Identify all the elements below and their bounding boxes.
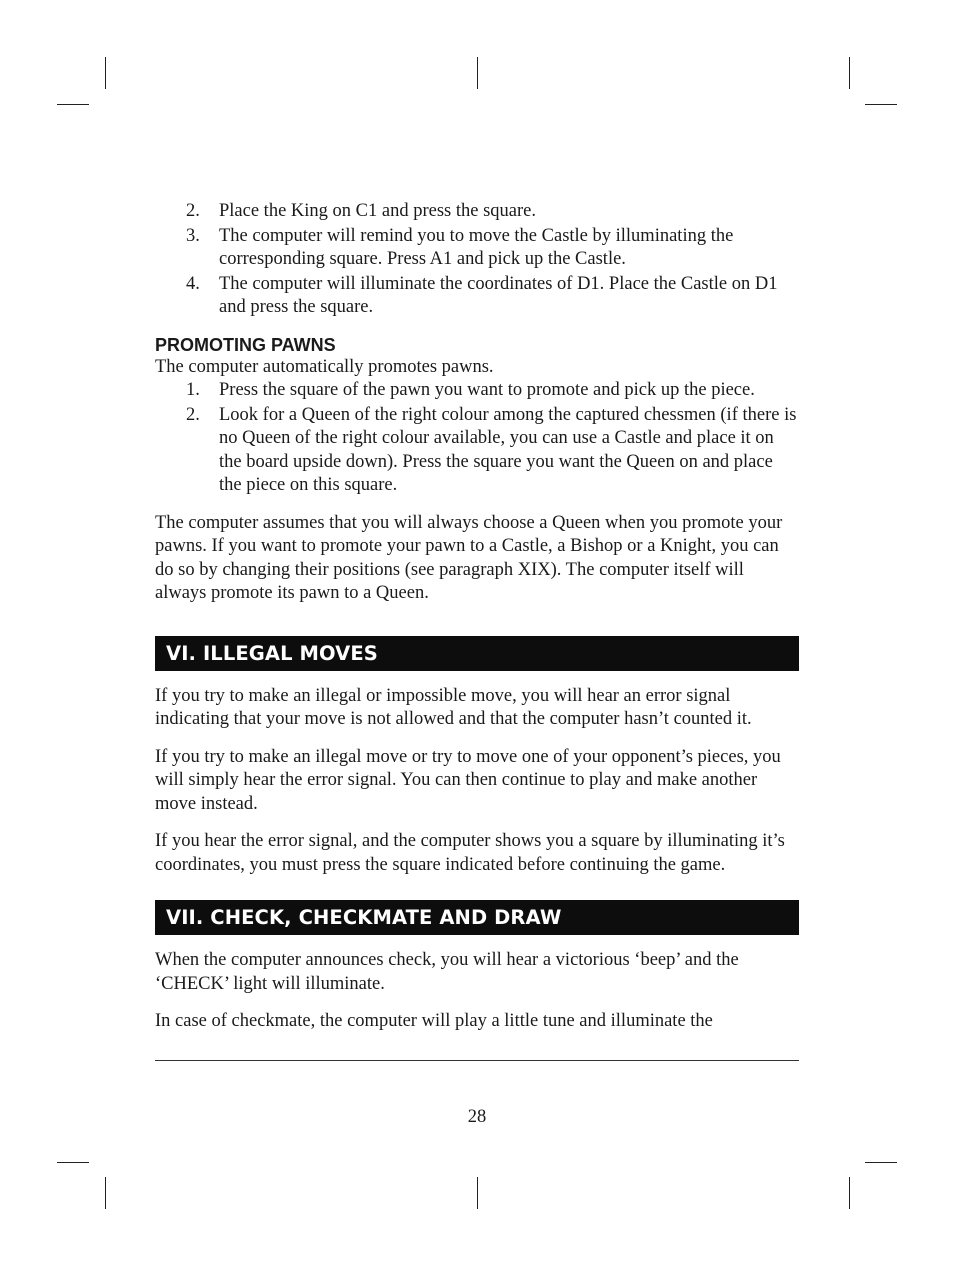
list-item-number: 1.: [186, 380, 200, 400]
section-heading-illegal-moves: VI. ILLEGAL MOVES: [155, 636, 799, 671]
paragraph: If you try to make an illegal or impossible move, you will hear an error signal indicating that your move is not allowed and that the computer hasn’t counted it.: [155, 685, 752, 729]
crop-mark: [477, 1177, 478, 1209]
crop-mark: [105, 1177, 106, 1209]
crop-mark: [105, 57, 106, 89]
castling-steps-list: [155, 200, 799, 320]
list-item: [155, 273, 799, 320]
crop-mark: [865, 1162, 897, 1163]
list-item-number: 4.: [186, 273, 200, 294]
list-item-text: Press the square of the pawn you want to promote and pick up the piece.: [219, 380, 755, 400]
list-item-text: Place the King on C1 and press the square.: [219, 201, 536, 221]
crop-mark: [57, 1162, 89, 1163]
paragraph: In case of checkmate, the computer will play a little tune and illuminate the: [155, 1011, 713, 1031]
crop-mark: [477, 57, 478, 89]
list-item: [155, 404, 799, 498]
crop-mark: [849, 1177, 850, 1209]
section-heading-check: VII. CHECK, CHECKMATE AND DRAW: [155, 900, 799, 935]
paragraph: If you try to make an illegal move or try to move one of your opponent’s pieces, you will simply hear the error signal. You can then continue to play and make another move instead.: [155, 746, 781, 814]
promoting-pawns-heading: PROMOTING PAWNS: [155, 334, 336, 355]
list-item-number: 2.: [186, 201, 200, 221]
list-item: [155, 225, 799, 272]
promoting-intro: The computer automatically promotes pawns.: [155, 356, 494, 377]
crop-mark: [865, 104, 897, 105]
paragraph: If you hear the error signal, and the computer shows you a square by illuminating it’s coordinates, you must press the square indicated before continuing the game.: [155, 831, 785, 875]
list-item-number: 3.: [186, 225, 200, 246]
list-item: [155, 379, 799, 403]
list-item-text: The computer will illuminate the coordinates of D1. Place the Castle on D1 and press the square.: [219, 273, 778, 317]
page-number: 28: [467, 1107, 487, 1127]
crop-mark: [849, 57, 850, 89]
promoting-note: The computer assumes that you will always choose a Queen when you promote your pawns. If you want to promote your pawn to a Castle, a Bishop or a Knight, you can do so by changing their positions (see paragraph XIX). The computer itself will always promote its pawn to a Queen.: [155, 512, 783, 603]
list-item-text: Look for a Queen of the right colour among the captured chessmen (if there is no Queen of the right colour available, you can use a Castle and place it on the board upside down). Press the square you want the Queen on and place the piece on this square.: [219, 404, 797, 495]
page-content: [155, 200, 799, 1034]
paragraph: When the computer announces check, you will hear a victorious ‘beep’ and the ‘CHECK’ light will illuminate.: [155, 950, 739, 994]
promoting-steps-list: [155, 379, 799, 498]
footer-rule: [155, 1060, 799, 1061]
list-item-number: 2.: [186, 404, 200, 425]
crop-mark: [57, 104, 89, 105]
list-item-text: The computer will remind you to move the Castle by illuminating the corresponding square. Press A1 and pick up the Castle.: [219, 225, 734, 269]
list-item: [155, 200, 799, 224]
